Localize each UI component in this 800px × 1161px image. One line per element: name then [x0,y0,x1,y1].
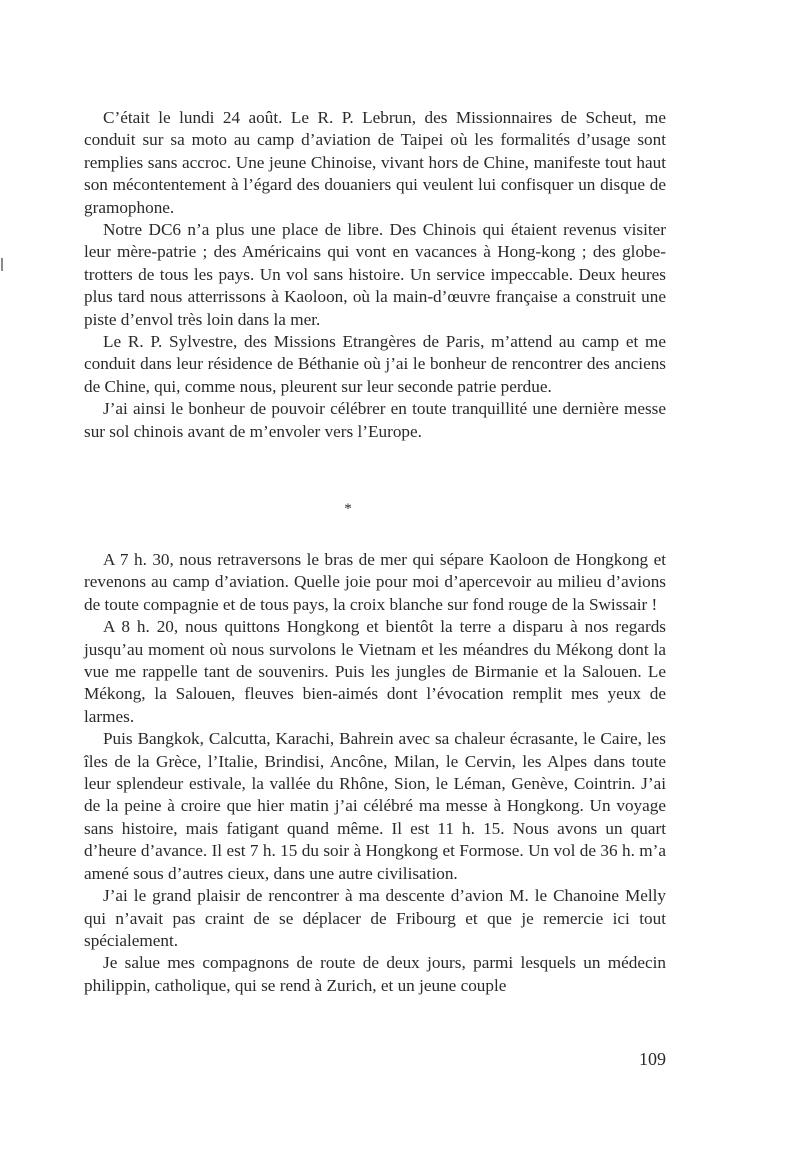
text-section-2 [84,549,666,997]
paragraph: A 7 h. 30, nous retraversons le bras de mer qui sépare Kaoloon de Hongkong et revenons au camp d’aviation. Quelle joie pour moi d’apercevoir au milieu d’avions de toute compagnie et de tous pays, la croix blanche sur fond rouge de la Swissair ! [84,550,666,614]
page-number: 109 [639,1049,666,1069]
section-separator: * [344,501,352,517]
paragraph: C’était le lundi 24 août. Le R. P. Lebrun, des Missionnaires de Scheut, me conduit sur sa moto au camp d’aviation de Taipei où les formalités d’usage sont remplies sans accroc. Une jeune Chinoise, vivant hors de Chine, manifeste tout haut son mécontentement à l’égard des douaniers qui veulent lui confisquer un disque de gramophone. [84,108,666,217]
paragraph: J’ai le grand plaisir de rencontrer à ma descente d’avion M. le Chanoine Melly qui n’avait pas craint de se déplacer de Fribourg et que je remercie ici tout spécialement. [84,886,666,950]
paragraph: Puis Bangkok, Calcutta, Karachi, Bahrein avec sa chaleur écrasante, le Caire, les îles de la Grèce, l’Italie, Brindisi, Ancône, Milan, le Cervin, les Alpes dans toute leur splendeur estivale, la vallée du Rhône, Sion, le Léman, Genève, Cointrin. J’ai de la peine à croire que hier matin j’ai célébré ma messe à Hongkong. Un voyage sans histoire, mais fatigant quand même. Il est 11 h. 15. Nous avons un quart d’heure d’avance. Il est 7 h. 15 du soir à Hongkong et Formose. Un vol de 36 h. m’a amené sous d’autres cieux, dans une autre civilisation. [84,729,666,883]
paragraph: Je salue mes compagnons de route de deux jours, parmi lesquels un médecin philippin, catholique, qui se rend à Zurich, et un jeune couple [84,953,666,995]
paragraph: Le R. P. Sylvestre, des Missions Etrangères de Paris, m’attend au camp et me conduit dans leur résidence de Béthanie où j’ai le bonheur de rencontrer des anciens de Chine, qui, comme nous, pleurent sur leur seconde patrie perdue. [84,332,666,396]
paragraph: J’ai ainsi le bonheur de pouvoir célébrer en toute tranquillité une dernière messe sur sol chinois avant de m’envoler vers l’Europe. [84,399,666,441]
text-section-1 [84,107,666,443]
margin-mark [1,258,3,271]
paragraph: Notre DC6 n’a plus une place de libre. Des Chinois qui étaient revenus visiter leur mère-patrie ; des Américains qui vont en vacances à Hong-kong ; des globe-trotters de tous les pays. Un vol sans histoire. Un service impeccable. Deux heures plus tard nous atterrissons à Kaoloon, où la main-d’œuvre française a construit une piste d’envol très loin dans la mer. [84,220,666,329]
paragraph: A 8 h. 20, nous quittons Hongkong et bientôt la terre a disparu à nos regards jusqu’au moment où nous survolons le Vietnam et les méandres du Mékong dont la vue me rappelle tant de souvenirs. Puis les jungles de Birmanie et la Salouen. Le Mékong, la Salouen, fleuves bien-aimés dont l’évocation remplit mes yeux de larmes. [84,617,666,726]
